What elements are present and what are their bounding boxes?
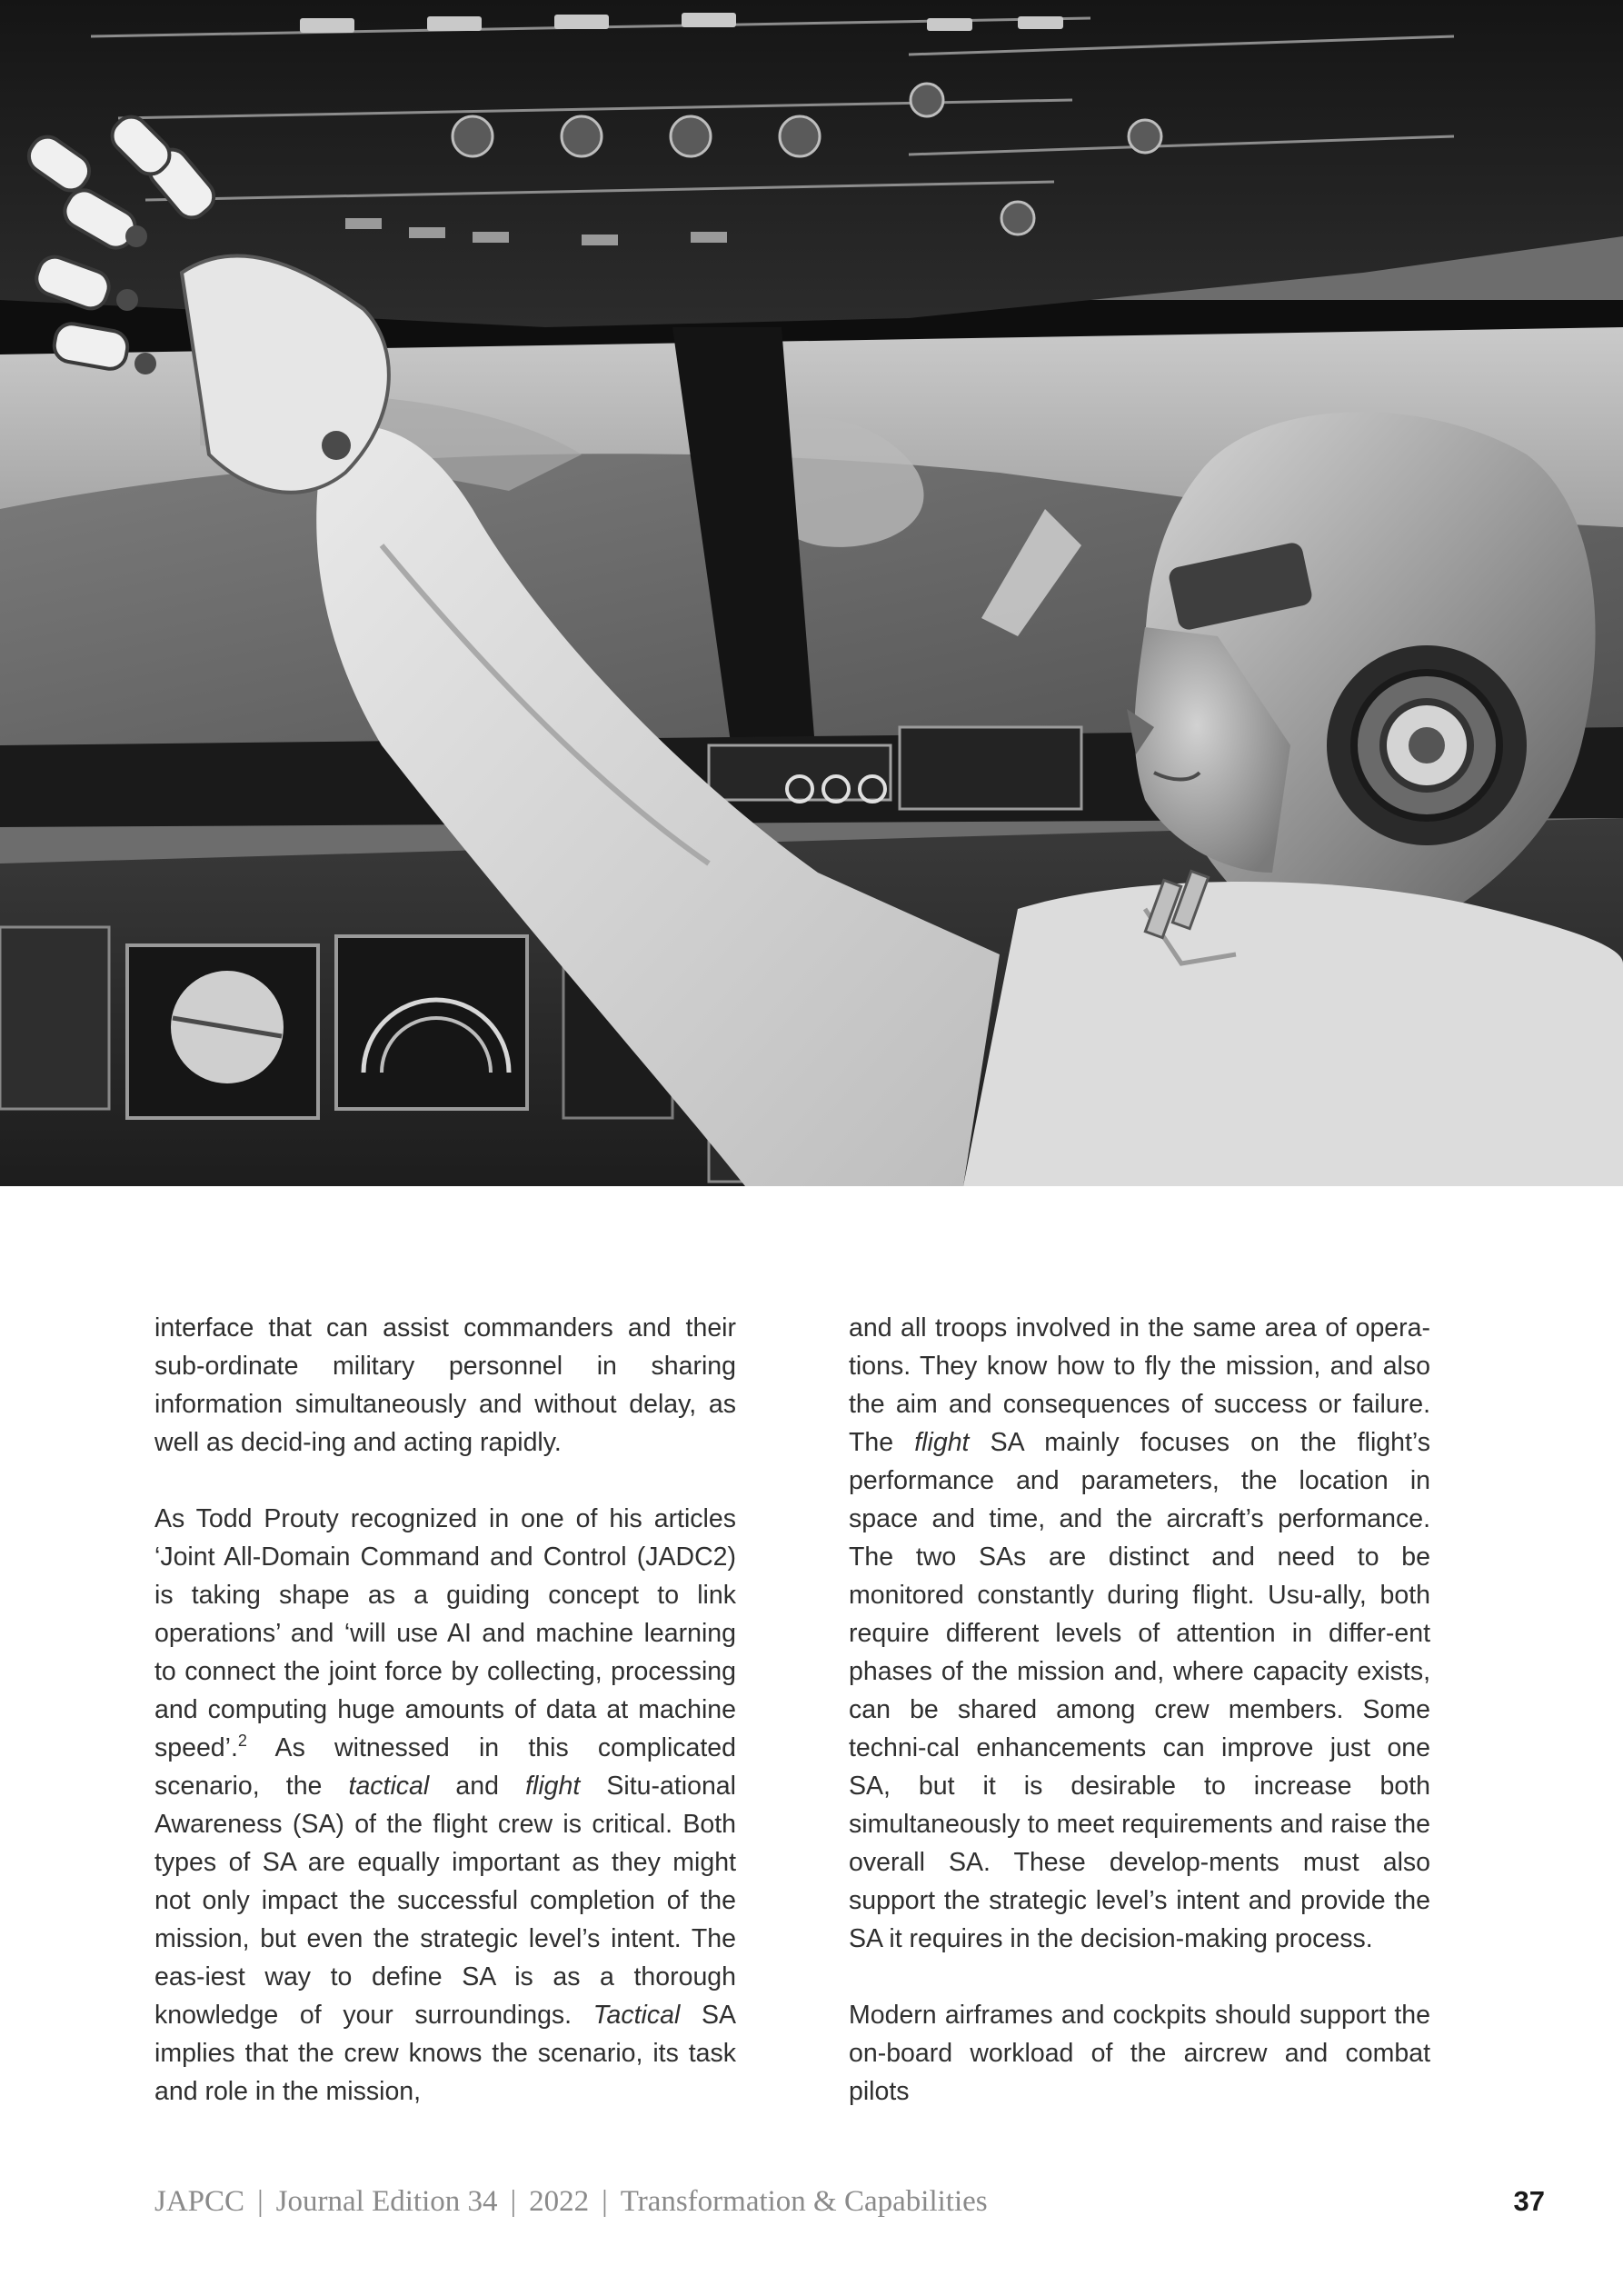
paragraph-text: SA mainly focuses on the flight’s performance and parameters, the location in space and time, and the aircraft’s performance. The two SAs are distinct and need to be monitored constantly during flight. Usu-ally, both require different levels of attention in differ-ent phases of the mission and, where capacity exists, can be shared among crew members. Some techni-cal enhancements can improve just one SA, but it is desirable to increase both simultaneously to meet requirements and raise the overall SA. These develop-ments must also support the strategic level’s intent and provide the SA it requires in the decision-making process. — [849, 1428, 1430, 1953]
footnote-reference: 2 — [237, 1732, 247, 1750]
footer-section: Transformation & Capabilities — [620, 2185, 988, 2218]
footer-year: 2022 — [529, 2185, 590, 2218]
emphasis-text: Tactical — [592, 2001, 681, 2030]
paragraph-text: As witnessed in this complicated scenario, the — [154, 1733, 736, 1801]
footer-separator: | — [257, 2185, 264, 2218]
paragraph-text: As Todd Prouty recognized in one of his articles ‘Joint All-Domain Command and Control (JADC2) is taking shape as a guiding concept to link operations’ and ‘will use AI and machine learning to connect the joint force by collecting, processing and computing huge amounts of data at machine speed’. — [154, 1504, 736, 1762]
footer-edition: Journal Edition 34 — [275, 2185, 498, 2218]
paragraph-text: and all troops involved in the same area of opera-tions. They know how to fly the mission, and also the aim and consequences of success or failure. The — [849, 1313, 1430, 1457]
emphasis-text: flight — [525, 1772, 581, 1801]
paragraph-text: SA implies that the crew knows the scenario, its task and role in the mission, — [154, 2001, 736, 2106]
paragraph-text: and — [429, 1772, 526, 1801]
page-footer — [154, 2185, 1545, 2225]
article-column-right — [849, 1309, 1430, 2111]
pilot-torso — [963, 871, 1623, 1186]
headset-icon — [1327, 645, 1527, 845]
article-column-left — [154, 1309, 736, 2111]
paragraph-text: Modern airframes and cockpits should support the on-board workload of the aircrew and combat pilots — [849, 2001, 1430, 2106]
footer-separator: | — [510, 2185, 517, 2218]
footer-separator: | — [602, 2185, 608, 2218]
footer-publisher: JAPCC — [154, 2185, 245, 2218]
emphasis-text: tactical — [348, 1772, 430, 1801]
emphasis-text: flight — [914, 1428, 970, 1457]
paragraph — [849, 1309, 1430, 1958]
paragraph-text: Situ-ational Awareness (SA) of the flight crew is critical. Both types of SA are equally important as they might not only impact the successful completion of the mission, but even the strategic level’s intent. The eas-iest way to define SA is as a thorough knowledge of your surroundings. — [154, 1772, 736, 2030]
android-pilot-icon — [1127, 412, 1596, 909]
paragraph — [154, 1500, 736, 2111]
page-number: 37 — [1513, 2185, 1545, 2217]
paragraph-text: interface that can assist commanders and their sub-ordinate military personnel in sharing information simultaneously and without delay, as well as decid-ing and acting rapidly. — [154, 1313, 736, 1457]
paragraph — [154, 1309, 736, 1462]
paragraph — [849, 1996, 1430, 2111]
